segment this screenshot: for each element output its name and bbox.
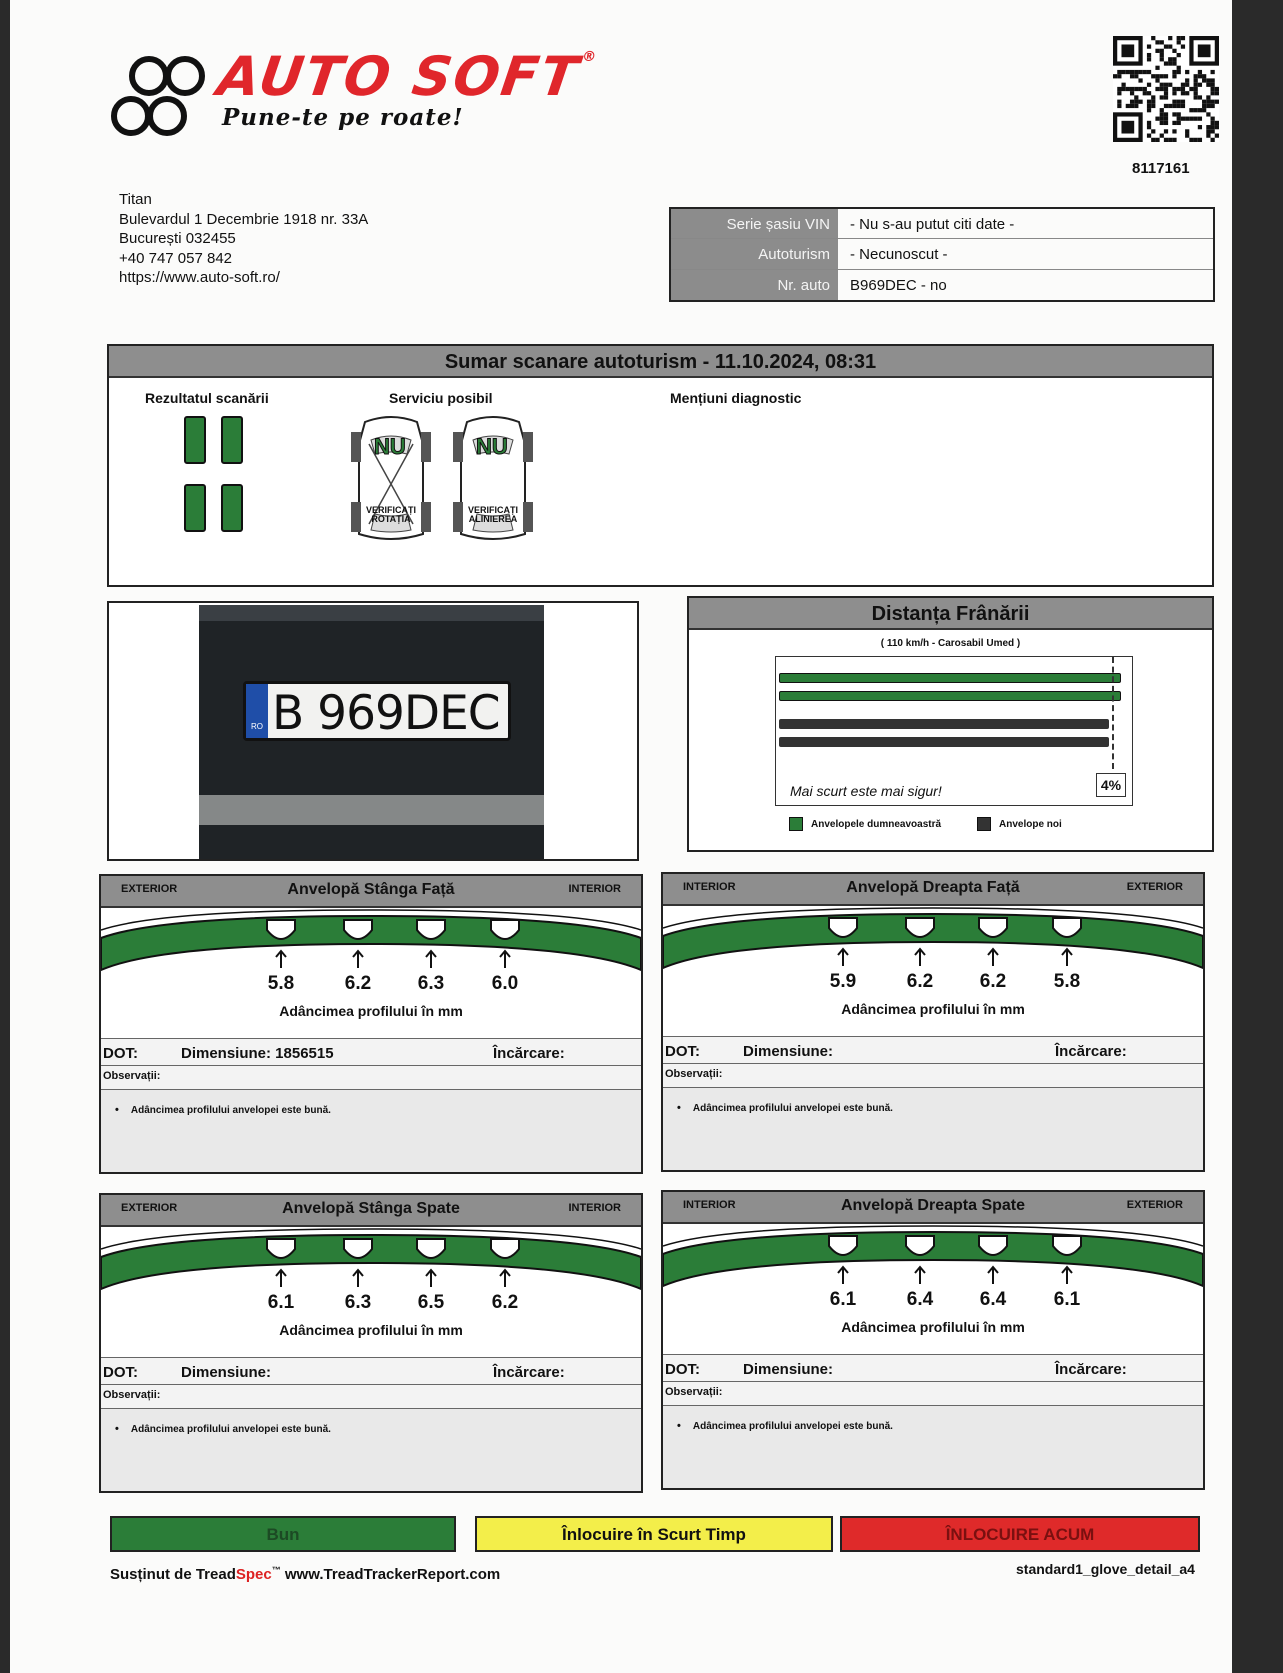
bar-new-1 [779,719,1109,729]
vehicle-row-vin [671,209,1213,239]
legend-yours: Anvelopele dumneavoastră [789,817,941,831]
car-grille [199,605,544,621]
tire-status-front-right [221,416,243,464]
braking-subtitle: ( 110 km/h - Carosabil Umed ) [880,638,1021,649]
model-label: Autoturism [671,239,838,268]
tread-depth-caption: Adâncimea profilului în mm [841,1319,1025,1335]
braking-marker-line [1112,657,1114,769]
vehicle-row-model [671,239,1213,269]
tread-depth-value: 6.4 [979,1289,1007,1310]
bar-yours-1 [779,673,1121,683]
dimension-label: Dimensiune: [743,1043,834,1060]
load-label: Încărcare: [1055,1361,1127,1378]
dot-label: DOT: [103,1045,138,1062]
status-replace-soon: Înlocuire în Scurt Timp [475,1516,833,1552]
status-replace-now: ÎNLOCUIRE ACUM [840,1516,1200,1552]
document-id: 8117161 [1132,160,1190,177]
template-id: standard1_glove_detail_a4 [1016,1561,1195,1577]
tire-info-row [101,1357,641,1385]
braking-chart [775,656,1133,806]
tread-depth-value: 6.2 [344,973,372,994]
dot-label: DOT: [103,1364,138,1381]
diagnostic-label: Mențiuni diagnostic [670,390,802,406]
tire-panel-header [101,1195,641,1227]
license-plate-photo-frame [107,601,639,861]
tread-depth-value: 6.4 [906,1289,934,1310]
plate-number: B 969DEC [272,686,500,741]
license-plate [243,681,511,741]
supported-by: Susținut de TreadSpec™ www.TreadTrackerReport.com [110,1565,501,1583]
tread-depth-caption: Adâncimea profilului în mm [841,1001,1025,1017]
tire-info-section [101,1357,641,1493]
tire-side-left-label: EXTERIOR [121,1202,178,1214]
qr-code-icon [1113,36,1219,142]
tread-profile-diagram [101,1227,641,1292]
tire-info-section [663,1036,1203,1172]
tire-side-left-label: INTERIOR [683,881,736,893]
tire-status-front-left [184,416,206,464]
plate-value: B969DEC - no [850,276,947,294]
observation-note: • Adâncimea profilului anvelopei este bună. [101,1090,641,1116]
scan-result-label: Rezultatul scanării [145,390,269,406]
tread-depth-value: 6.1 [1053,1289,1081,1310]
alignment-caption: VERIFICAȚI ALINIEREA [467,505,518,524]
load-label: Încărcare: [493,1364,565,1381]
tire-side-right-label: EXTERIOR [1126,881,1183,893]
dimension-label: Dimensiune: 1856515 [181,1045,334,1062]
tire-panel-rear-left [99,1193,643,1493]
tire-panel-title: Anvelopă Stânga Față [287,881,455,898]
tread-profile-diagram [663,906,1203,971]
braking-difference: 4% [1096,773,1126,797]
legend-new: Anvelope noi [977,817,1062,831]
tire-info-row [663,1354,1203,1382]
tire-panel-title: Anvelopă Dreapta Spate [840,1197,1026,1214]
company-name: Titan [119,191,152,208]
logo-slogan: Pune-te pe roate! [222,104,464,131]
tread-depth-value: 6.1 [267,1292,295,1313]
load-label: Încărcare: [1055,1043,1127,1060]
braking-distance-panel [687,596,1214,852]
tread-depth-value: 6.1 [829,1289,857,1310]
model-value: - Necunoscut - [850,246,948,264]
tire-status-rear-right [221,484,243,532]
vin-value: - Nu s-au putut citi date - [850,216,1015,233]
vehicle-row-plate [671,270,1213,300]
tire-side-right-label: INTERIOR [568,883,621,895]
braking-note: Mai scurt este mai sigur! [790,783,942,799]
observation-note: • Adâncimea profilului anvelopei este bună. [101,1409,641,1435]
tire-side-right-label: EXTERIOR [1126,1199,1183,1211]
tread-depth-value: 6.2 [979,971,1007,992]
plate-label: Nr. auto [671,270,838,300]
observation-note: • Adâncimea profilului anvelopei este bună. [663,1406,1203,1432]
tire-panel-front-left [99,874,643,1174]
rotation-caption: VERIFICAȚI ROTAȚIA [365,505,416,524]
dot-label: DOT: [665,1361,700,1378]
company-website: https://www.auto-soft.ro/ [119,269,280,286]
tread-depth-value: 6.0 [491,973,519,994]
legend-swatch-new [977,817,991,831]
tread-depth-value: 5.8 [1053,971,1081,992]
bar-new-2 [779,737,1109,747]
plate-eu-band: RO [246,684,268,738]
load-label: Încărcare: [493,1045,565,1062]
tire-status-rear-left [184,484,206,532]
scan-summary-panel [107,344,1214,587]
tread-depth-caption: Adâncimea profilului în mm [279,1003,463,1019]
tire-panel-header [663,1192,1203,1224]
tire-panel-front-right [661,872,1205,1172]
tread-depth-caption: Adâncimea profilului în mm [279,1322,463,1338]
tire-info-row [101,1038,641,1066]
braking-title: Distanța Frânării [689,598,1212,630]
company-address [119,190,368,288]
observations-label: Observații: [101,1385,641,1409]
rotation-badge: NU [374,434,406,459]
company-street: Bulevardul 1 Decembrie 1918 nr. 33A [119,210,369,228]
dot-label: DOT: [665,1043,700,1060]
company-city: București 032455 [119,230,236,247]
tire-panel-header [101,876,641,908]
status-good: Bun [110,1516,456,1552]
tread-depth-value: 6.5 [417,1292,445,1313]
tread-depth-value: 6.3 [344,1292,372,1313]
tread-depth-value: 6.2 [906,971,934,992]
report-page [10,0,1232,1673]
logo-rings-icon [105,50,225,145]
alignment-badge: NU [476,434,508,459]
tire-side-right-label: INTERIOR [568,1202,621,1214]
tread-depth-value: 5.9 [829,971,857,992]
tire-info-row [663,1036,1203,1064]
tread-depth-value: 5.8 [267,973,295,994]
tread-profile-diagram [663,1224,1203,1289]
vehicle-info-table [669,207,1215,302]
company-phone: +40 747 057 842 [119,249,233,267]
dimension-label: Dimensiune: [743,1361,834,1378]
car-bumper [199,795,544,825]
tire-panel-title: Anvelopă Stânga Spate [282,1200,460,1217]
service-label: Serviciu posibil [389,390,493,406]
observation-note: • Adâncimea profilului anvelopei este bună. [663,1088,1203,1114]
tire-panel-rear-right [661,1190,1205,1490]
tire-side-left-label: INTERIOR [683,1199,736,1211]
tread-depth-value: 6.3 [417,973,445,994]
tread-depth-value: 6.2 [491,1292,519,1313]
tire-info-section [663,1354,1203,1490]
observations-label: Observații: [663,1382,1203,1406]
observations-label: Observații: [101,1066,641,1090]
vin-label: Serie șasiu VIN [671,209,838,238]
observations-label: Observații: [663,1064,1203,1088]
license-plate-photo [199,605,544,859]
tire-side-left-label: EXTERIOR [121,883,178,895]
legend-swatch-yours [789,817,803,831]
tire-panel-header [663,874,1203,906]
summary-title: Sumar scanare autoturism - 11.10.2024, 08:31 [109,346,1212,378]
dimension-label: Dimensiune: [181,1364,272,1381]
bar-yours-2 [779,691,1121,701]
tread-profile-diagram [101,908,641,973]
tire-info-section [101,1038,641,1174]
logo-wordmark: AUTO SOFT® [213,45,600,108]
tire-panel-title: Anvelopă Dreapta Față [846,879,1020,896]
